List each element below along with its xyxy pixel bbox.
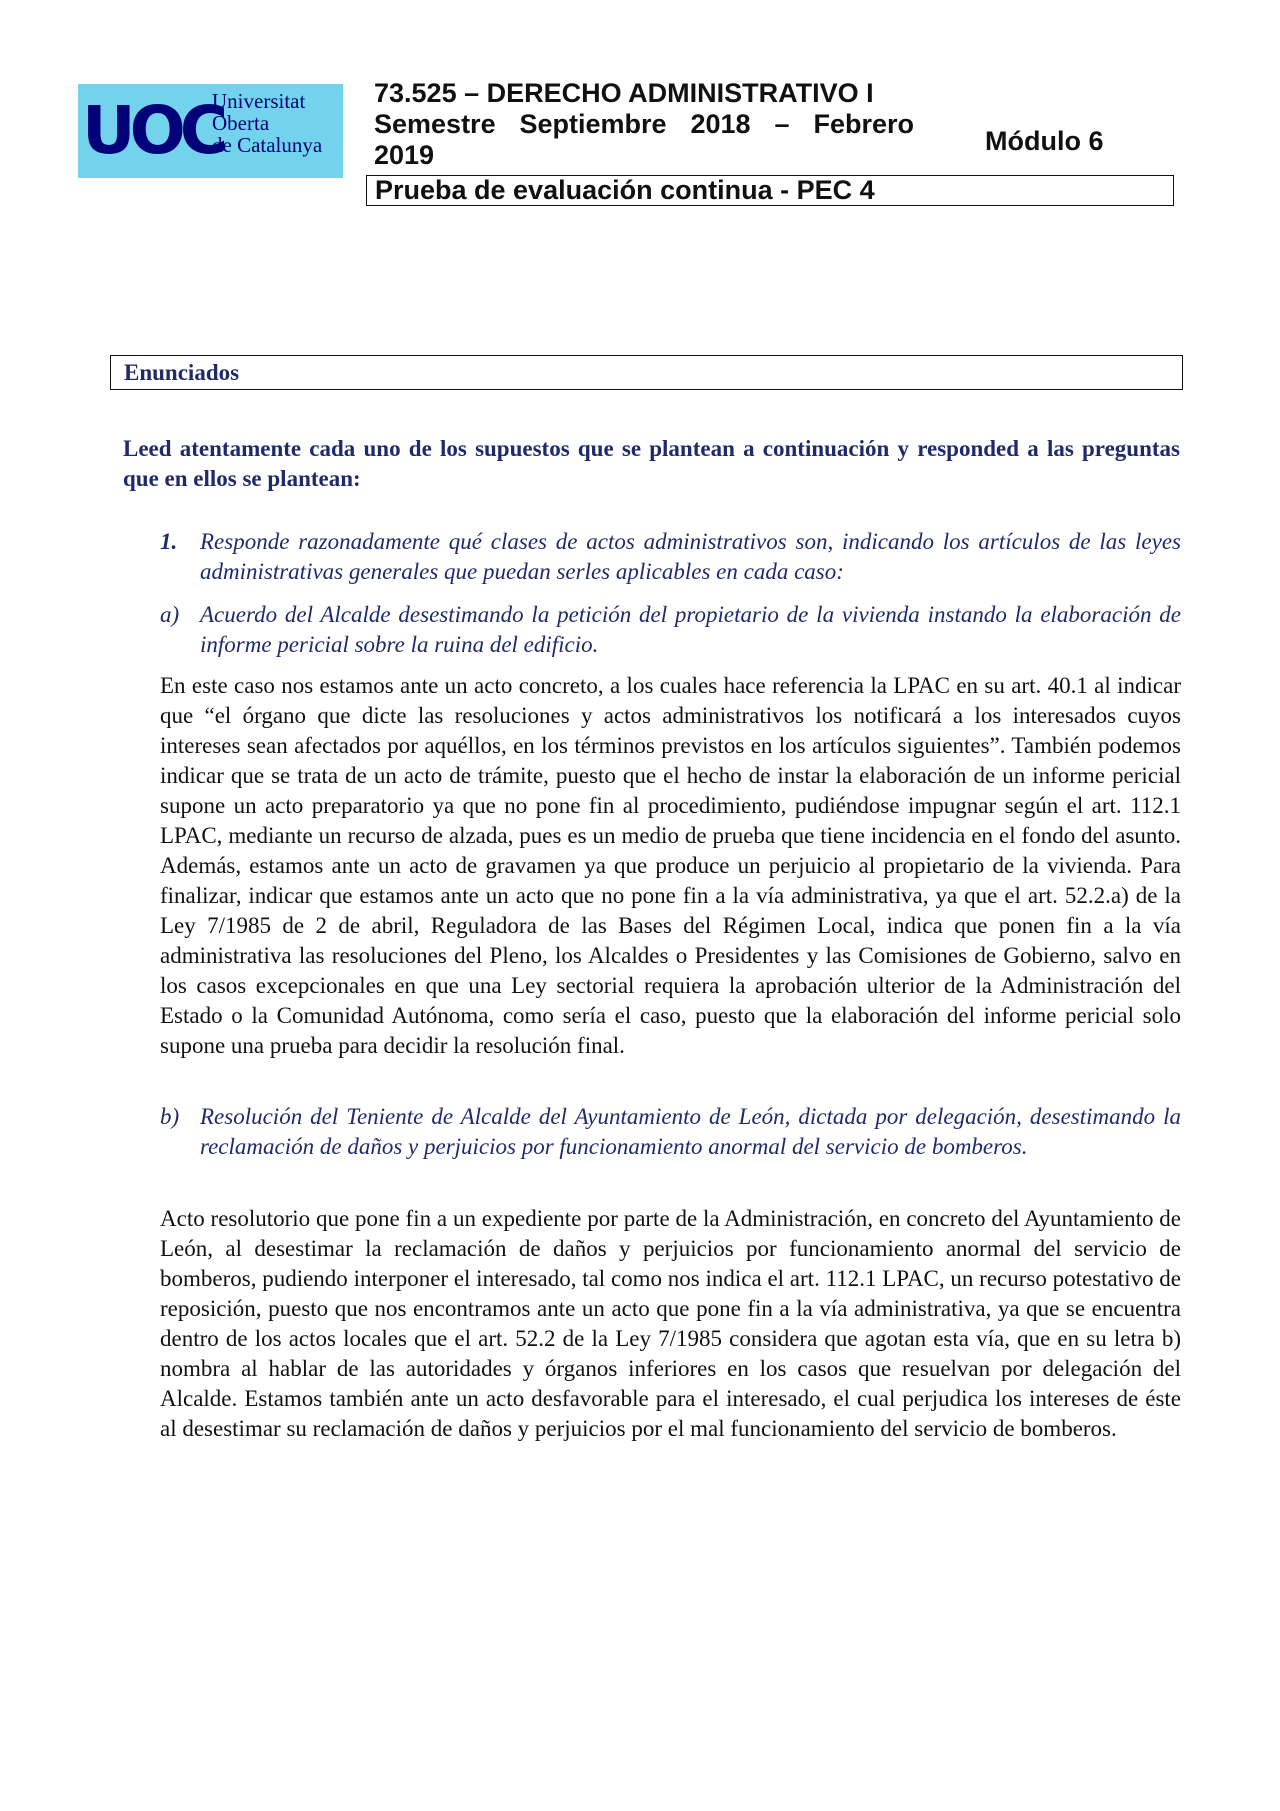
case-a-text: Acuerdo del Alcalde desestimando la petición del propietario de la vivienda instando la elaboración de informe pericial sobre la ruina del edificio. — [200, 602, 1181, 657]
case-a-answer: En este caso nos estamos ante un acto concreto, a los cuales hace referencia la LPAC en su art. 40.1 al indicar que “el órgano que dicte las resoluciones y actos administrativos los notificará a los interesados cuyos intereses sean afectados por aquéllos, en los términos previstos en los artículos siguientes”. También podemos indicar que se trata de un acto de trámite, puesto que el hecho de instar la elaboración de un informe pericial supone un acto preparatorio ya que no pone fin al procedimiento, pudiéndose impugnar según el art. 112.1 LPAC, mediante un recurso de alzada, pues es un medio de prueba que tiene incidencia en el fondo del asunto. Además, estamos ante un acto de gravamen ya que produce un perjuicio al propietario de la vivienda. Para finalizar, indicar que estamos ante un acto que no pone fin a la vía administrativa, ya que el art. 52.2.a) de la Ley 7/1985 de 2 de abril, Reguladora de las Bases del Régimen Local, indica que ponen fin a la vía administrativa las resoluciones del Pleno, los Alcaldes o Presidentes y las Comisiones de Gobierno, salvo en los casos excepcionales en que una Ley sectorial requiera la aprobación ulterior de la Administración del Estado o la Comunidad Autónoma, como sería el caso, puesto que la elaboración del informe pericial solo supone una prueba para decidir la resolución final. — [160, 673, 1181, 1058]
question-text: Responde razonadamente qué clases de actos administrativos son, indicando los artículos de las leyes administrativas generales que puedan serles aplicables en cada caso: — [200, 529, 1181, 584]
logo-line-oberta: Oberta — [212, 111, 270, 135]
question-1 — [160, 527, 1181, 587]
case-a-marker: a) — [160, 602, 180, 627]
assessment-box — [366, 175, 1174, 206]
question-number: 1. — [160, 529, 178, 554]
case-b-text: Resolución del Teniente de Alcalde del Ayuntamiento de León, dictada por delegación, desestimando la reclamación de daños y perjuicios por funcionamiento anormal del servicio de bomberos. — [200, 1104, 1181, 1159]
uoc-logo-text — [212, 90, 322, 156]
case-a-statement — [160, 600, 1181, 660]
logo-line-universitat: Universitat — [212, 89, 306, 113]
section-title: Enunciados — [124, 360, 240, 385]
instructions: Leed atentamente cada uno de los supuestos que se plantean a continuación y responded a las preguntas que en ellos se plantean: — [123, 436, 1180, 491]
year-line: 2019 — [374, 140, 435, 170]
semester-line: Semestre Septiembre 2018 – Febrero — [374, 109, 914, 139]
course-header — [374, 78, 914, 171]
course-code-title: 73.525 – DERECHO ADMINISTRATIVO I — [374, 78, 874, 108]
case-b-answer: Acto resolutorio que pone fin a un expediente por parte de la Administración, en concreto del Ayuntamiento de León, al desestimar la reclamación de daños y perjuicios por funcionamiento anormal del servicio de bomberos, pudiendo interponer el interesado, tal como nos indica el art. 112.1 LPAC, un recurso potestativo de reposición, puesto que nos encontramos ante un acto que pone fin a la vía administrativa, ya que se encuentra dentro de los actos locales que el art. 52.2 de la Ley 7/1985 considera que agotan esta vía, que en su letra b) nombra al hablar de las autoridades y órganos inferiores en los casos que resuelvan por delegación del Alcalde. Estamos también ante un acto desfavorable para el interesado, el cual perjudica los intereses de éste al desestimar su reclamación de daños y perjuicios por el mal funcionamiento del servicio de bomberos. — [160, 1206, 1181, 1441]
uoc-logo — [78, 84, 343, 178]
case-b-marker: b) — [160, 1104, 180, 1129]
logo-line-catalunya: de Catalunya — [212, 133, 323, 157]
uoc-logo-word: UOC — [82, 92, 223, 169]
section-header-box — [110, 355, 1183, 390]
module-label: Módulo 6 — [985, 126, 1104, 156]
assessment-title: Prueba de evaluación continua - PEC 4 — [375, 175, 875, 205]
case-b-statement — [160, 1102, 1181, 1162]
